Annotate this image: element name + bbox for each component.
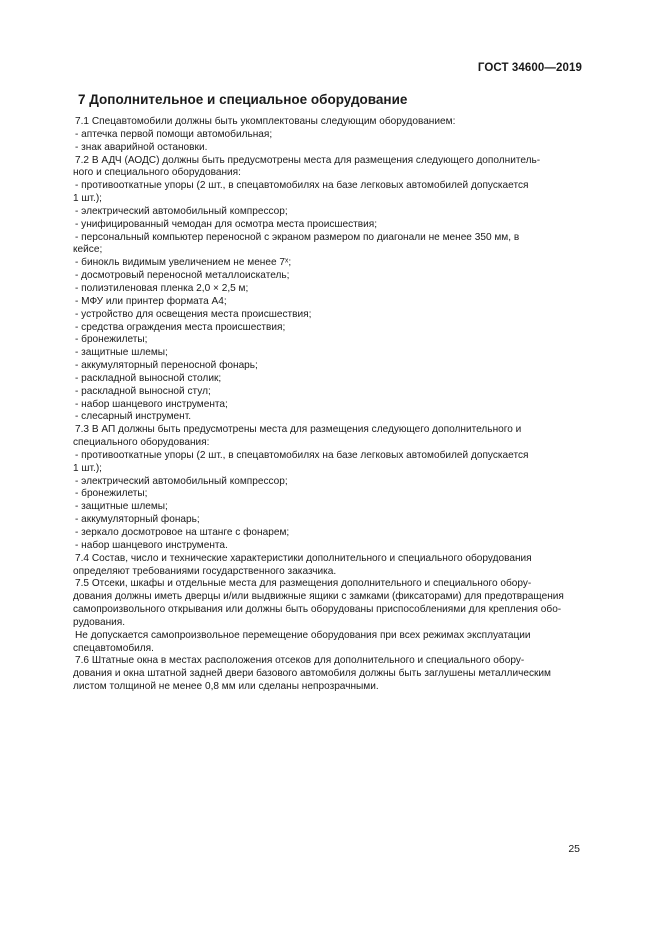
text-line: - защитные шлемы; [75,501,168,513]
text-line: - унифицированный чемодан для осмотра места происшествия; [75,218,378,230]
text-line: - средства ограждения места происшествия; [75,321,286,333]
text-line: - бронежилеты; [75,334,148,346]
text-line: 1 шт.); [73,193,102,205]
text-line: - электрический автомобильный компрессор; [75,205,288,217]
text-line: - электрический автомобильный компрессор; [75,475,288,487]
text-line: - раскладной выносной столик; [75,372,222,384]
text-line: ного и специального оборудования: [73,167,241,179]
text-line: - противооткатные упоры (2 шт., в спецавтомобилях на базе легковых автомобилей допускается [75,180,529,192]
text-line: дования должны иметь дверцы и/или выдвижные ящики с замками (фиксаторами) для предотвращения [73,591,564,603]
text-line: 7.3 В АП должны быть предусмотрены места для размещения следующего дополнительного и [75,424,522,436]
text-line: 7.5 Отсеки, шкафы и отдельные места для размещения дополнительного и специального обору- [75,578,532,590]
text-line: рудования. [73,616,126,628]
text-line: 7.1 Спецавтомобили должны быть укомплектованы следующим оборудованием: [75,116,456,127]
text-line: - раскладной выносной стул; [75,385,211,397]
text-line: - полиэтиленовая пленка 2,0 × 2,5 м; [75,282,249,294]
text-line: 7.2 В АДЧ (АОДС) должны быть предусмотрены места для размещения следующего дополнитель- [75,154,541,166]
text-line: специального оборудования: [73,437,210,449]
text-line: - знак аварийной остановки. [75,141,208,153]
text-line: листом толщиной не менее 0,8 мм или сделаны непрозрачными. [73,681,379,693]
text-line: 7.4 Состав, число и технические характеристики дополнительного и специального оборудования [75,552,532,564]
text-line: кейсе; [73,244,103,256]
section-title: 7 Дополнительное и специальное оборудование [78,92,408,107]
text-line: - противооткатные упоры (2 шт., в спецавтомобилях на базе легковых автомобилей допускается [75,449,529,461]
text-line: спецавтомобиля. [73,642,154,654]
text-line: - слесарный инструмент. [75,411,192,423]
text-line: - аккумуляторный фонарь; [75,514,200,526]
text-line: - бронежилеты; [75,488,148,500]
text-line: - устройство для освещения места происшествия; [75,308,312,320]
section-body [75,116,583,694]
text-line: определяют требованиями государственного заказчика. [73,565,337,577]
text-line: - зеркало досмотровое на штанге с фонарем; [75,527,290,538]
text-line: - набор шанцевого инструмента. [75,539,228,551]
text-line: - МФУ или принтер формата А4; [75,295,227,307]
text-line: Не допускается самопроизвольное перемещение оборудования при всех режимах эксплуатации [75,629,531,641]
text-line: - персональный компьютер переносной с экраном размером по диагонали не менее 350 мм, в [75,231,520,243]
text-line: - аптечка первой помощи автомобильная; [75,128,273,140]
text-line: - набор шанцевого инструмента; [75,398,228,410]
text-line: - бинокль видимым увеличением не менее 7ˣ; [75,257,292,269]
page-number: 25 [568,843,580,855]
text-line: 1 шт.); [73,462,102,474]
text-line: дования и окна штатной задней двери базового автомобиля должны быть заглушены металлическим [73,668,551,680]
text-line: 7.6 Штатные окна в местах расположения отсеков для дополнительного и специального обору- [75,655,525,667]
standard-number: ГОСТ 34600—2019 [477,62,582,74]
text-line: самопроизвольного открывания или должны быть оборудованы приспособлениями для крепления обо- [73,604,562,616]
text-line: - аккумуляторный переносной фонарь; [75,360,258,372]
text-line: - досмотровый переносной металлоискатель; [75,270,290,282]
text-line: - защитные шлемы; [75,347,168,359]
